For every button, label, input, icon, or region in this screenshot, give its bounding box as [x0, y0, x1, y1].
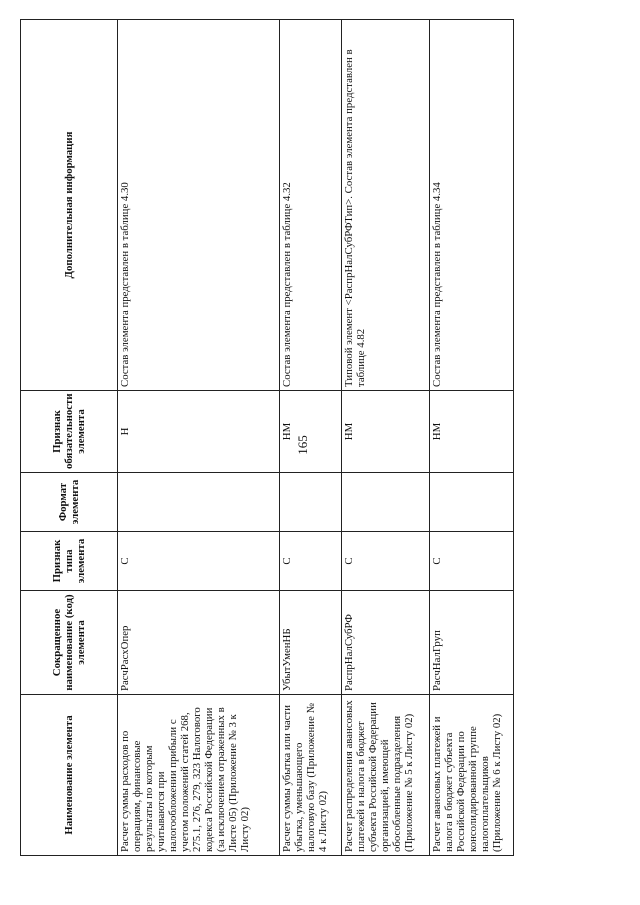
- page-number: 165: [295, 435, 310, 455]
- cell-required: НМ: [430, 391, 514, 473]
- cell-required: НМ: [280, 391, 342, 473]
- cell-name: Расчет распределения авансовых платежей и налога в бюджет субъекта Российской Федерации организацией, имеющей обособленные подразделения (Приложение № 5 к Листу 02): [342, 695, 430, 856]
- cell-required: НМ: [342, 391, 430, 473]
- cell-code: УбытУменНБ: [280, 591, 342, 695]
- header-required: Признак обязательности элемента: [21, 391, 118, 473]
- cell-format: [280, 473, 342, 532]
- header-type: Признак типа элемента: [21, 532, 118, 591]
- cell-type: С: [430, 532, 514, 591]
- cell-type: С: [342, 532, 430, 591]
- cell-name: Расчет суммы расходов по операциям, финансовые результаты по которым учитываются при налогообложении прибыли с учетом положений статей 268, 275.1, 276, 279, 323 Налогового кодекса Российской Федерации (за исключением отраженных в Листе 05) (Приложение № 3 к Листу 02): [118, 695, 280, 856]
- cell-name: Расчет авансовых платежей и налога в бюджет субъекта Российской Федерации по консолидированной группе налогоплательщиков (Приложение № 6 к Листу 02): [430, 695, 514, 856]
- cell-format: [430, 473, 514, 532]
- cell-code: РасчРасхОпер: [118, 591, 280, 695]
- cell-format: [342, 473, 430, 532]
- elements-table: [20, 19, 514, 856]
- table-row: [342, 20, 430, 856]
- header-format: Формат элемента: [21, 473, 118, 532]
- cell-code: РасчНалГруп: [430, 591, 514, 695]
- cell-info: Типовой элемент <РаспрНалСубРФТип>. Состав элемента представлен в таблице 4.82: [342, 20, 430, 391]
- cell-type: С: [118, 532, 280, 591]
- cell-required: Н: [118, 391, 280, 473]
- cell-name: Расчет суммы убытка или части убытка, уменьшающего налоговую базу (Приложение № 4 к Листу 02): [280, 695, 342, 856]
- header-name: Наименование элемента: [21, 695, 118, 856]
- cell-format: [118, 473, 280, 532]
- header-code: Сокращенное наименование (код) элемента: [21, 591, 118, 695]
- rotated-table-container: [20, 20, 512, 856]
- cell-info: Состав элемента представлен в таблице 4.30: [118, 20, 280, 391]
- cell-code: РаспрНалСубРФ: [342, 591, 430, 695]
- table-header-row: [21, 20, 118, 856]
- header-info: Дополнительная информация: [21, 20, 118, 391]
- cell-info: Состав элемента представлен в таблице 4.32: [280, 20, 342, 391]
- table-row: [430, 20, 514, 856]
- table-row: [118, 20, 280, 856]
- cell-info: Состав элемента представлен в таблице 4.34: [430, 20, 514, 391]
- cell-type: С: [280, 532, 342, 591]
- table-row: [280, 20, 342, 856]
